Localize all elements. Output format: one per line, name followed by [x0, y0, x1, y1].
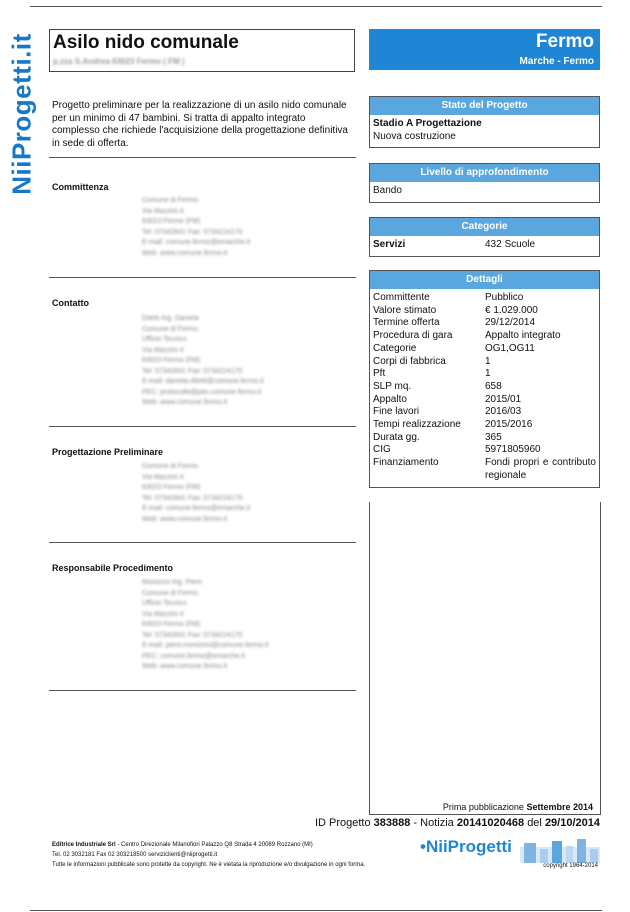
- region-name: Marche - Fermo: [519, 56, 594, 67]
- detail-line: 63023 Fermo (FM): [142, 621, 201, 628]
- detail-key: Appalto: [373, 393, 407, 405]
- detail-line: Monizoni Ing. Piero: [142, 579, 202, 586]
- detail-key: Termine offerta: [373, 317, 440, 329]
- building-graphic-icon: [520, 837, 600, 863]
- detail-line: PEC: comune.fermo@emarche.it: [142, 652, 245, 660]
- section-label-progettazione: Progettazione Preliminare: [52, 447, 164, 457]
- panel-header: Categorie: [370, 218, 599, 236]
- right-column-border: [600, 502, 601, 815]
- detail-row: [373, 356, 596, 369]
- detail-line: Web: www.comune.fermo.it: [142, 515, 228, 523]
- detail-value: Pubblico: [485, 292, 524, 303]
- detail-value: 2015/2016: [485, 419, 533, 431]
- detail-line: Comune di Fermo: [142, 463, 199, 470]
- footer-address: - Centro Direzionale Milanofiori Palazzo Q8 Strada 4 20089 Rozzano (MI): [115, 842, 313, 848]
- panel-stato-progetto: [369, 96, 600, 148]
- detail-key: Pft: [373, 368, 386, 380]
- bottom-rule: [30, 910, 602, 911]
- detail-line: Comune di Fermo: [142, 325, 199, 333]
- detail-value: 658: [485, 380, 502, 392]
- id-label: ID Progetto: [314, 817, 371, 829]
- panel-header: Livello di approfondimento: [370, 164, 599, 182]
- detail-line: Via Mazzini 4: [142, 473, 184, 481]
- detail-line: 63023 Fermo (FM): [142, 484, 201, 491]
- detail-key: Procedura di gara: [373, 330, 453, 342]
- detail-row: [373, 394, 596, 407]
- detail-value: OG1,OG11: [485, 342, 535, 354]
- page-title: Asilo nido comunale: [53, 32, 239, 53]
- top-rule: [30, 6, 602, 7]
- detail-value: 365: [485, 431, 502, 443]
- detail-line: Via Mazzini 4: [142, 346, 184, 354]
- detail-row: [373, 343, 596, 356]
- detail-line: Ufficio Tecnico: [142, 600, 187, 607]
- detail-line: Via Mazzini 4: [142, 610, 184, 618]
- detail-value: 2015/01: [485, 393, 522, 405]
- detail-key: Corpi di fabbrica: [373, 355, 446, 367]
- section-label-committenza: Committenza: [52, 182, 109, 192]
- detail-row: [373, 381, 596, 394]
- section-label-responsabile: Responsabile Procedimento: [52, 563, 174, 573]
- notizia-date: 29/10/2014: [544, 817, 600, 829]
- detail-line: Diletti Ing. Daniela: [142, 315, 199, 322]
- detail-line: Tel: 07342841 Fax: 0734224170: [142, 228, 243, 236]
- footer-company: Editrice Industriale Srl: [52, 842, 116, 848]
- detail-value: € 1.029.000: [485, 304, 538, 316]
- divider: [49, 426, 356, 427]
- project-address: p.zza S.Andrea 63023 Fermo ( FM ): [53, 57, 185, 66]
- panel-dettagli: [369, 270, 600, 488]
- detail-row: [373, 317, 596, 330]
- detail-line: E-mail: comune.fermo@emarche.it: [142, 239, 251, 246]
- detail-value: 2016/03: [485, 406, 522, 418]
- detail-key: Durata gg.: [373, 431, 420, 443]
- panel-categorie: [369, 217, 600, 257]
- divider: [49, 542, 356, 543]
- right-column-border: [369, 502, 370, 815]
- title-box: [49, 29, 355, 72]
- footer-contacts: Tel. 02 3032181 Fax 02 303218500 serviziclienti@niiprogetti.it: [52, 852, 218, 858]
- first-publication: [443, 802, 593, 812]
- detail-key: Categorie: [373, 342, 417, 354]
- project-description: Progetto preliminare per la realizzazione di un asilo nido comunale per un minimo di 47 bambini. Si tratta di appalto integrato complesso che richiede l'acquisizione della progettazione definitiva in sede di offerta.: [52, 100, 348, 149]
- section-label-contatto: Contatto: [52, 298, 89, 308]
- detail-line: Web: www.comune.fermo.it: [142, 249, 228, 257]
- notizia-value: 20141020468: [456, 817, 525, 829]
- notizia-label: - Notizia: [410, 817, 454, 829]
- detail-value: Fondi propri e contributo regionale: [485, 457, 596, 481]
- detail-line: PEC: protocollo@pec.comune.fermo.it: [142, 388, 262, 396]
- detail-line: Tel: 07342841 Fax: 0734224170: [142, 631, 243, 639]
- detail-key: Fine lavori: [373, 406, 420, 418]
- detail-row: [373, 406, 596, 419]
- detail-line: 63023 Fermo (FM): [142, 218, 201, 225]
- categoria-key: Servizi: [373, 239, 406, 250]
- detail-line: E-mail: comune.fermo@emarche.it: [142, 505, 251, 512]
- detail-key: CIG: [373, 444, 391, 456]
- detail-line: Ufficio Tecnico: [142, 336, 187, 343]
- responsabile-details: [142, 578, 269, 673]
- detail-line: Web: www.comune.fermo.it: [142, 663, 228, 670]
- detail-row: [373, 305, 596, 318]
- detail-row: [373, 292, 596, 305]
- detail-line: Via Mazzini 4: [142, 207, 184, 215]
- contatto-details: [142, 314, 264, 409]
- footer-copyright: copyright 1964-2014: [543, 863, 598, 869]
- detail-row: [373, 432, 596, 445]
- detail-row: [373, 444, 596, 457]
- detail-key: Valore stimato: [373, 304, 437, 316]
- project-id-line: [315, 817, 600, 829]
- detail-line: E-mail: daniela.diletti@comune.fermo.it: [142, 378, 264, 385]
- project-phase: Stadio A Progettazione: [373, 118, 482, 129]
- categoria-value: 432 Scuole: [485, 239, 536, 250]
- detail-key: Tempi realizzazione: [373, 419, 461, 431]
- progettazione-details: [142, 462, 250, 525]
- detail-key: SLP mq.: [373, 380, 412, 392]
- detail-key: Finanziamento: [373, 457, 439, 469]
- detail-value: Appalto integrato: [485, 330, 561, 342]
- detail-line: E-mail: piero.monizoni@comune.fermo.it: [142, 642, 269, 649]
- panel-header: Stato del Progetto: [370, 97, 599, 115]
- detail-value: 1: [485, 355, 491, 367]
- committenza-details: [142, 196, 250, 259]
- detail-row: [373, 330, 596, 343]
- del-label: del: [527, 817, 542, 829]
- livello-value: Bando: [373, 185, 402, 196]
- location-banner: [369, 29, 600, 70]
- city-name: Fermo: [535, 31, 594, 52]
- detail-line: Web: www.comune.fermo.it: [142, 399, 228, 406]
- footer-logo-text: •NiiProgetti: [420, 837, 512, 856]
- divider: [49, 277, 356, 278]
- brand-logo-vertical: [8, 34, 36, 194]
- detail-line: Tel: 07342841 Fax: 0734224170: [142, 494, 243, 502]
- detail-line: Tel: 07342841 Fax: 0734224170: [142, 367, 243, 375]
- divider: [49, 157, 356, 158]
- detail-key: Committente: [373, 292, 430, 303]
- publication-label: Prima pubblicazione: [442, 802, 524, 812]
- panel-header: Dettagli: [370, 271, 599, 289]
- footer-logo: [420, 837, 600, 863]
- id-value: 383888: [373, 817, 411, 829]
- detail-value: 29/12/2014: [485, 317, 536, 329]
- footer-company-line: [52, 842, 313, 848]
- project-type: Nuova costruzione: [373, 130, 456, 142]
- right-column-bottom: [369, 814, 601, 815]
- divider: [49, 690, 356, 691]
- detail-line: 63023 Fermo (FM): [142, 357, 201, 364]
- detail-row: [373, 457, 596, 482]
- detail-row: [373, 368, 596, 381]
- publication-date: Settembre 2014: [526, 802, 593, 812]
- brand-text: NiiProgetti.it: [6, 33, 37, 195]
- footer-rights: Tutte le informazioni pubblicate sono protette da copyright. Ne è vietata la riproduzione e/o divulgazione in ogni forma.: [52, 862, 366, 868]
- detail-row: [373, 419, 596, 432]
- detail-value: 1: [485, 368, 491, 380]
- panel-livello: [369, 163, 600, 203]
- detail-value: 5971805960: [485, 444, 541, 456]
- detail-line: Comune di Fermo: [142, 589, 199, 597]
- detail-line: Comune di Fermo: [142, 197, 199, 204]
